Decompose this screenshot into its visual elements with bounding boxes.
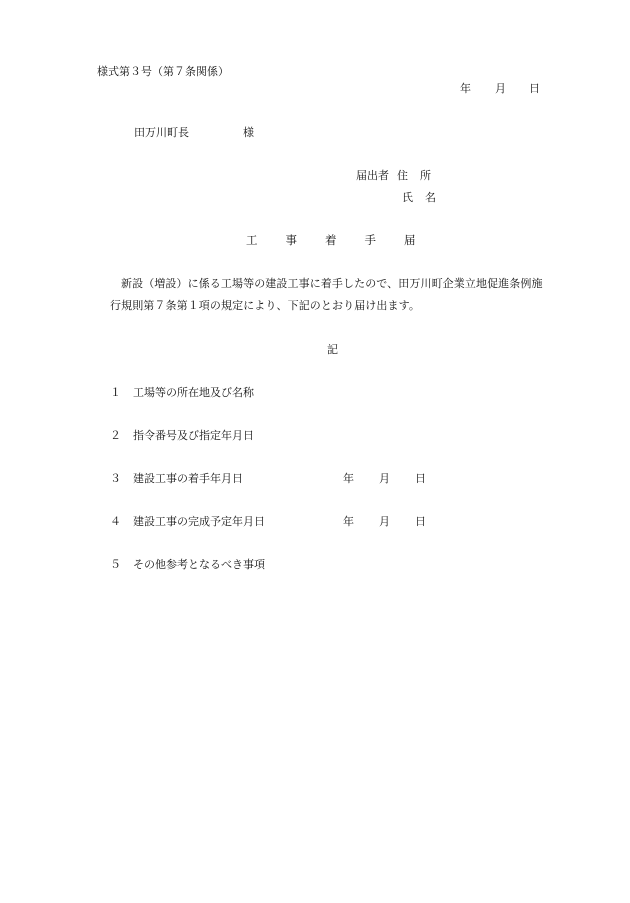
date-day-label: 日 — [529, 82, 540, 95]
item-3 — [110, 473, 243, 484]
date-year-label: 年 — [460, 82, 471, 95]
item-4-date — [343, 516, 426, 527]
addressee-name: 田万川町長 — [134, 126, 189, 139]
item-label: 工場等の所在地及び名称 — [133, 386, 254, 399]
title-char-5: 届 — [404, 233, 416, 247]
item-3-year-label: 年 — [343, 472, 354, 485]
address-label-char-1: 住 — [397, 169, 408, 182]
item-4-year-label: 年 — [343, 515, 354, 528]
form-label: 様式第３号（第７条関係） — [97, 65, 229, 78]
item-4-day-label: 日 — [415, 515, 426, 528]
item-1 — [110, 387, 254, 398]
document-title — [246, 235, 416, 247]
item-number: ５ — [110, 558, 121, 571]
name-label-char-1: 氏 — [402, 191, 413, 204]
body-line-1: 新設（増設）に係る工場等の建設工事に着手したので、田万川町企業立地促進条例施 — [121, 277, 543, 290]
item-label: その他参考となるべき事項 — [133, 558, 265, 571]
item-label: 建設工事の完成予定年月日 — [133, 515, 265, 528]
item-3-date — [343, 473, 426, 484]
item-2 — [110, 430, 254, 441]
applicant-label: 届出者 — [356, 169, 389, 182]
item-3-month-label: 月 — [379, 472, 390, 485]
addressee-honorific: 様 — [243, 126, 254, 139]
name-label-char-2: 名 — [425, 191, 436, 204]
applicant-address-row — [356, 170, 431, 181]
item-3-day-label: 日 — [415, 472, 426, 485]
title-char-1: 工 — [246, 233, 258, 247]
address-label-char-2: 所 — [420, 169, 431, 182]
title-char-4: 手 — [364, 233, 376, 247]
date-top — [460, 83, 540, 94]
ki-heading: 記 — [327, 343, 338, 356]
title-char-2: 事 — [285, 233, 297, 247]
date-month-label: 月 — [495, 82, 506, 95]
body-line-2: 行規則第７条第１項の規定により、下記のとおり届け出ます。 — [110, 299, 420, 312]
item-number: ３ — [110, 472, 121, 485]
item-number: １ — [110, 386, 121, 399]
item-5 — [110, 559, 265, 570]
item-label: 建設工事の着手年月日 — [133, 472, 243, 485]
applicant-name-row — [402, 192, 436, 203]
item-4 — [110, 516, 265, 527]
addressee — [134, 127, 254, 138]
title-char-3: 着 — [325, 233, 337, 247]
item-number: ４ — [110, 515, 121, 528]
item-label: 指令番号及び指定年月日 — [133, 429, 254, 442]
item-4-month-label: 月 — [379, 515, 390, 528]
item-number: ２ — [110, 429, 121, 442]
